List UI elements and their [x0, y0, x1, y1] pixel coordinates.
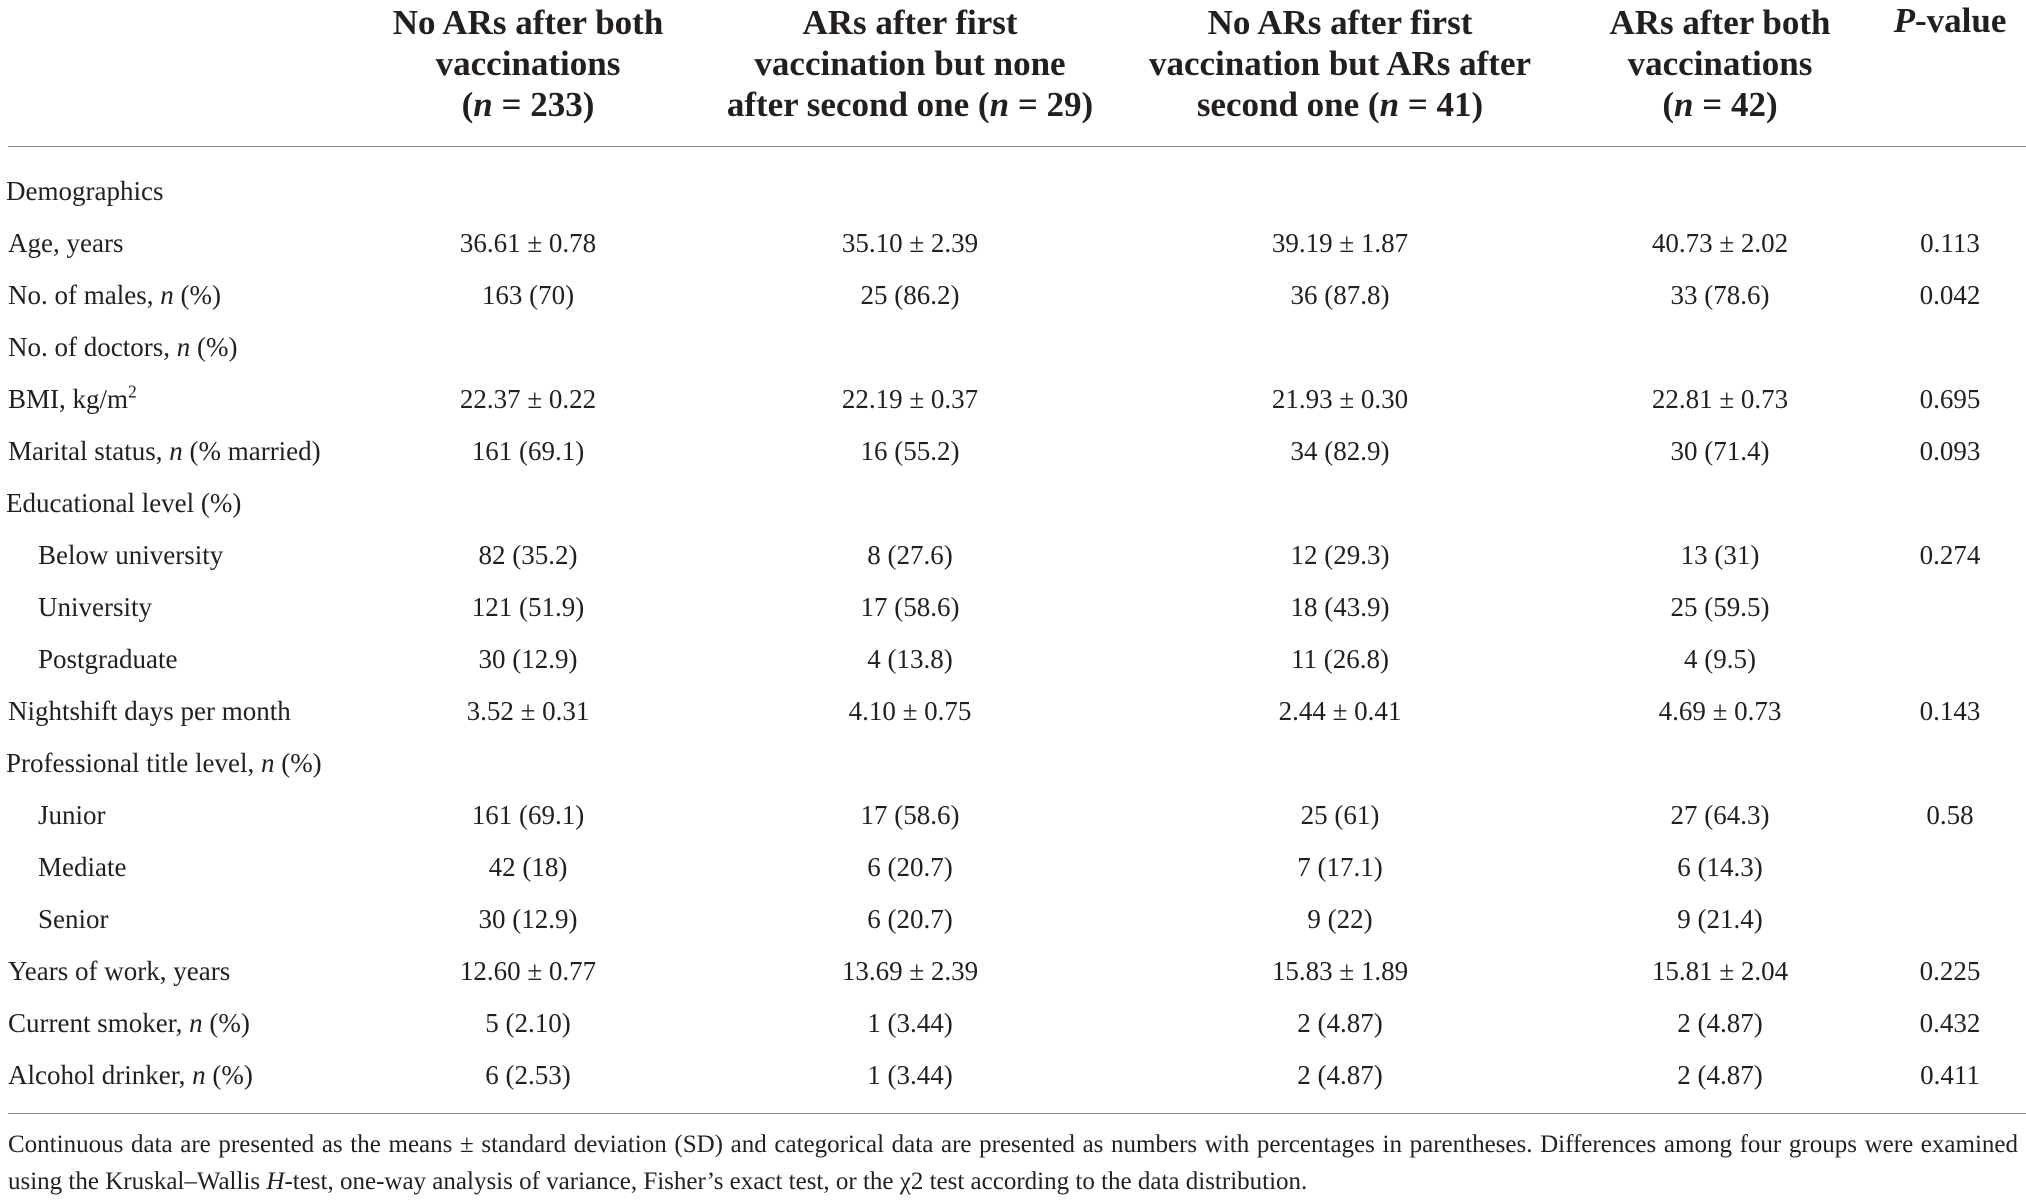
n-symbol: n	[1379, 84, 1400, 124]
table-cell: 11 (26.8)	[1291, 644, 1389, 674]
header-col-p-value	[1880, 0, 2020, 126]
n-symbol: n	[1674, 84, 1694, 124]
table-cell: 4 (9.5)	[1684, 644, 1756, 674]
header-line: ARs after first	[802, 2, 1018, 42]
row-label: Current smoker, n (%)	[8, 1008, 250, 1038]
table-cell: 121 (51.9)	[471, 592, 585, 622]
bottom-rule	[8, 1113, 2026, 1114]
row-label: Years of work, years	[8, 956, 231, 986]
table-cell: 7 (17.1)	[1297, 852, 1383, 882]
header-line: vaccinations	[435, 43, 621, 83]
row-label: University	[38, 592, 152, 622]
table-cell: 3.52 ± 0.31	[466, 696, 590, 726]
table-row	[0, 529, 2026, 581]
row-label: Below university	[38, 540, 224, 570]
table-cell: 42 (18)	[488, 852, 568, 882]
table-cell: 5 (2.10)	[485, 1008, 571, 1038]
p-value-cell: 0.274	[1919, 540, 1981, 570]
table-cell: 18 (43.9)	[1290, 592, 1390, 622]
table-cell: 25 (61)	[1300, 800, 1380, 830]
table-cell: 163 (70)	[481, 280, 575, 310]
table-cell: 39.19 ± 1.87	[1271, 228, 1409, 258]
table-cell: 21.93 ± 0.30	[1271, 384, 1409, 414]
row-label: Nightshift days per month	[8, 696, 291, 726]
table-cell: 34 (82.9)	[1290, 436, 1390, 466]
table-footnote: Continuous data are presented as the means ± standard deviation (SD) and categorical data are presented as numbers with percentages in parentheses. Differences among four groups were examined using the Kruskal–Wallis H-test, one-way analysis of variance, Fisher’s exact test, or the χ2 test according to the data distribution.	[8, 1131, 2018, 1195]
table-cell: 25 (86.2)	[860, 280, 960, 310]
p-value-cell: 0.411	[1920, 1060, 1980, 1090]
table-row	[0, 633, 2026, 685]
header-line: No ARs after first	[1207, 2, 1473, 42]
row-label: Marital status, n (% married)	[8, 436, 321, 466]
table-row	[0, 321, 2026, 373]
table-cell: 30 (12.9)	[478, 904, 578, 934]
table-row	[0, 165, 2026, 217]
table-cell: 30 (12.9)	[478, 644, 578, 674]
header-line: (n = 233)	[461, 84, 595, 124]
row-label: Senior	[38, 904, 109, 934]
table-row	[0, 997, 2026, 1049]
row-label: No. of doctors, n (%)	[8, 332, 238, 362]
table-cell: 13 (31)	[1680, 540, 1760, 570]
header-line: after second one (n = 29)	[726, 84, 1094, 124]
row-label: Mediate	[38, 852, 127, 882]
table-cell: 6 (20.7)	[867, 852, 953, 882]
row-label: BMI, $kg/m^2$	[8, 381, 137, 414]
table-row	[0, 217, 2026, 269]
table-cell: 1 (3.44)	[867, 1008, 953, 1038]
p-value-cell: 0.695	[1919, 384, 1981, 414]
table-cell: 2 (4.87)	[1677, 1060, 1763, 1090]
table-cell: 4 (13.8)	[867, 644, 953, 674]
header-col-no-ars-both	[358, 0, 698, 126]
table-cell: 27 (64.3)	[1670, 800, 1770, 830]
table-cell: 4.69 ± 0.73	[1658, 696, 1782, 726]
table-cell: 6 (2.53)	[485, 1060, 571, 1090]
table-cell: 36 (87.8)	[1290, 280, 1390, 310]
row-label: Junior	[38, 800, 106, 830]
table-cell: 17 (58.6)	[860, 800, 960, 830]
table-cell: 22.19 ± 0.37	[841, 384, 979, 414]
p-value-cell: 0.143	[1919, 696, 1981, 726]
table-row	[0, 841, 2026, 893]
table-row	[0, 945, 2026, 997]
table-cell: 22.81 ± 0.73	[1651, 384, 1789, 414]
table-cell: 16 (55.2)	[860, 436, 960, 466]
table-row	[0, 373, 2026, 425]
table-cell: 30 (71.4)	[1670, 436, 1770, 466]
table-cell: 8 (27.6)	[867, 540, 953, 570]
row-label: Professional title level, n (%)	[6, 748, 322, 778]
header-col-ars-first-only	[700, 0, 1120, 126]
table-cell: 12.60 ± 0.77	[459, 956, 597, 986]
p-value-cell: 0.432	[1919, 1008, 1981, 1038]
table-cell: 25 (59.5)	[1670, 592, 1770, 622]
row-label: Alcohol drinker, n (%)	[8, 1060, 253, 1090]
row-label: Postgraduate	[38, 644, 178, 674]
table-cell: 161 (69.1)	[471, 800, 585, 830]
header-col-ars-both	[1585, 0, 1855, 126]
table-cell: 4.10 ± 0.75	[848, 696, 972, 726]
table-row	[0, 685, 2026, 737]
table-row	[0, 789, 2026, 841]
table-row	[0, 269, 2026, 321]
header-line: vaccination but ARs after	[1148, 43, 1532, 83]
table-cell: 9 (21.4)	[1677, 904, 1763, 934]
table-cell: 22.37 ± 0.22	[459, 384, 597, 414]
table-cell: 6 (14.3)	[1677, 852, 1763, 882]
row-label: Educational level (%)	[6, 488, 242, 518]
table-cell: 2 (4.87)	[1297, 1060, 1383, 1090]
table-cell: 1 (3.44)	[867, 1060, 953, 1090]
n-symbol: n	[473, 84, 493, 124]
header-col-ars-second-only	[1125, 0, 1555, 126]
row-label: Age, years	[8, 228, 124, 258]
header-line: vaccination but none	[754, 43, 1066, 83]
table-cell: 17 (58.6)	[860, 592, 960, 622]
header-line: vaccinations	[1627, 43, 1813, 83]
table-cell: 6 (20.7)	[867, 904, 953, 934]
table-cell: 2.44 ± 0.41	[1278, 696, 1402, 726]
row-label: Demographics	[6, 176, 164, 206]
row-label: No. of males, n (%)	[8, 280, 221, 310]
table-cell: 15.81 ± 2.04	[1651, 956, 1789, 986]
header-line: second one (n = 41)	[1196, 84, 1484, 124]
table-cell: 33 (78.6)	[1670, 280, 1770, 310]
p-value-cell: 0.225	[1919, 956, 1981, 986]
header-line: No ARs after both	[392, 2, 664, 42]
p-value-cell: 0.58	[1926, 800, 1974, 830]
p-value-cell: 0.042	[1919, 280, 1981, 310]
table-cell: 36.61 ± 0.78	[459, 228, 597, 258]
table-cell: 161 (69.1)	[471, 436, 585, 466]
header-line: (n = 42)	[1662, 84, 1778, 124]
table-cell: 13.69 ± 2.39	[841, 956, 979, 986]
table-cell: 40.73 ± 2.02	[1651, 228, 1789, 258]
table-cell: 82 (35.2)	[478, 540, 578, 570]
header-line: ARs after both	[1609, 2, 1831, 42]
table-cell: 15.83 ± 1.89	[1271, 956, 1409, 986]
table-cell: 2 (4.87)	[1677, 1008, 1763, 1038]
table-cell: 9 (22)	[1307, 904, 1373, 934]
n-symbol: n	[989, 84, 1010, 124]
table-row	[0, 581, 2026, 633]
table-cell: 35.10 ± 2.39	[841, 228, 979, 258]
table-cell: 12 (29.3)	[1290, 540, 1390, 570]
header-rule	[8, 146, 2026, 147]
p-value-cell: 0.113	[1920, 228, 1980, 258]
p-value-cell: 0.093	[1919, 436, 1981, 466]
table-row	[0, 893, 2026, 945]
table-row	[0, 477, 2026, 529]
header-line: P-value	[1893, 1, 2007, 40]
table-cell: 2 (4.87)	[1297, 1008, 1383, 1038]
table-row	[0, 737, 2026, 789]
table-row	[0, 1049, 2026, 1101]
table-row	[0, 425, 2026, 477]
